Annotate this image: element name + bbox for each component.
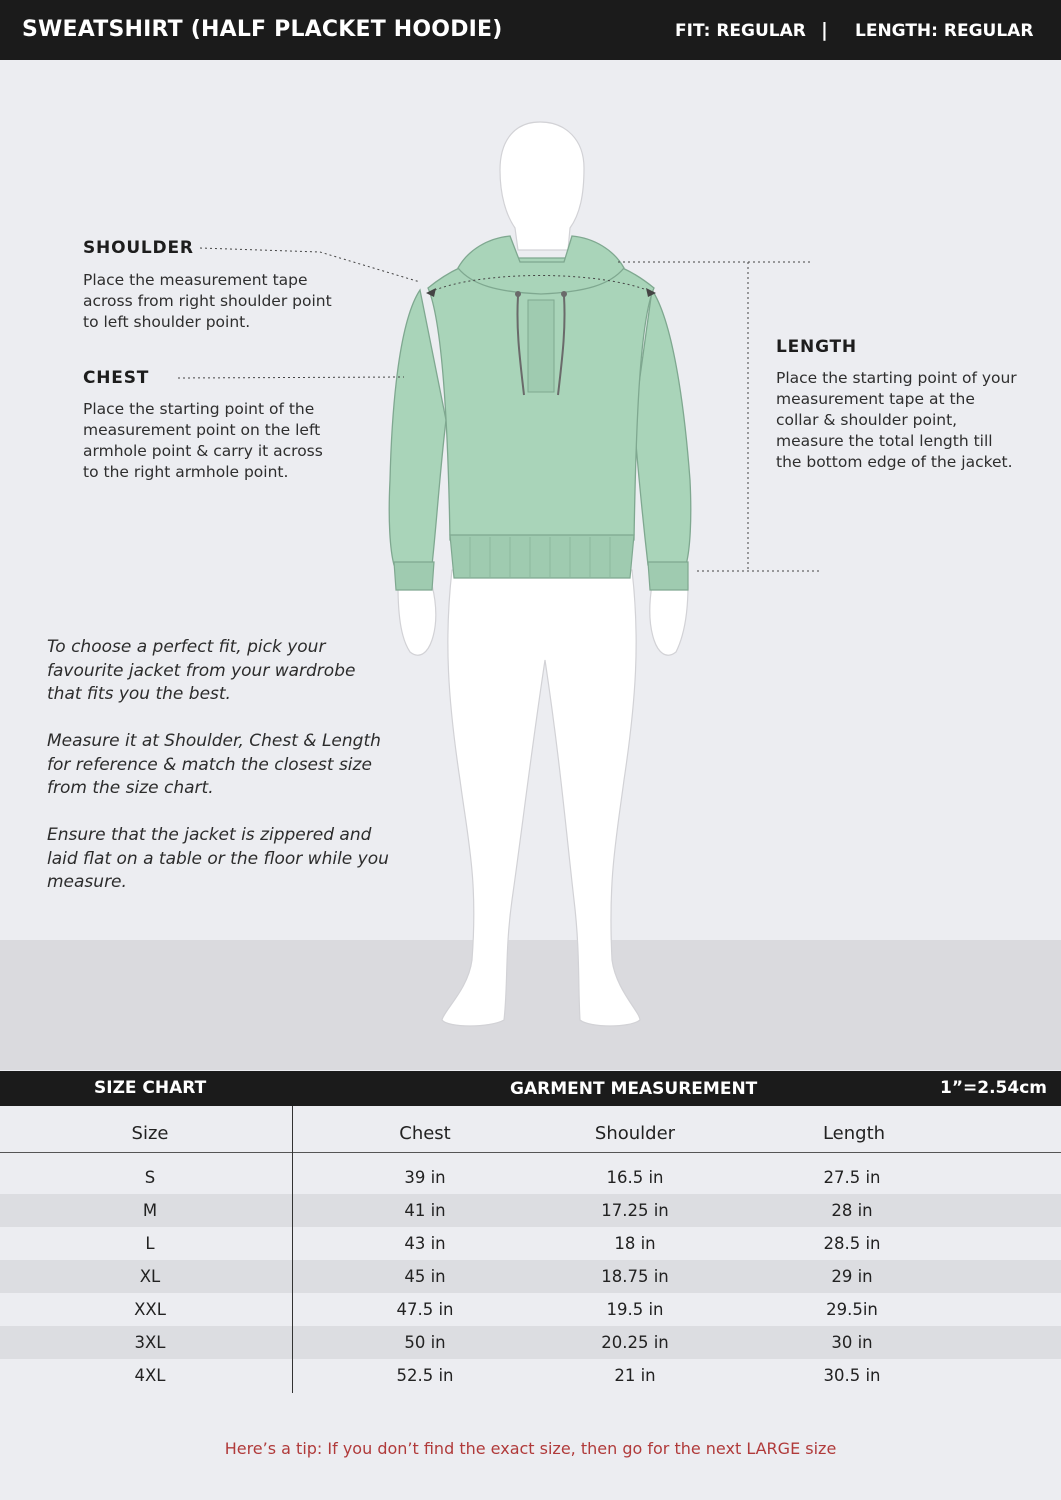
chest-cell: 45 in — [404, 1267, 446, 1286]
shoulder-cell: 19.5 in — [606, 1300, 664, 1319]
column-header-size: Size — [131, 1123, 169, 1144]
length-instructions — [776, 368, 1017, 473]
fit-tip-2 — [47, 730, 381, 801]
chest-cell: 50 in — [404, 1333, 446, 1352]
fit-tip-3-line-2: laid flat on a table or the floor while you — [47, 848, 389, 869]
size-cell: XXL — [134, 1300, 166, 1319]
fit-tip-3 — [47, 824, 389, 895]
table-row — [0, 1359, 1061, 1392]
table-row — [0, 1260, 1061, 1293]
fit-tip-1-line-1: To choose a perfect fit, pick your — [47, 637, 326, 657]
length-cell: 30.5 in — [823, 1366, 881, 1385]
table-row — [0, 1227, 1061, 1260]
length-cell: 29 in — [831, 1267, 873, 1286]
length-type-label: LENGTH: REGULAR — [855, 21, 1034, 41]
fit-label: FIT: REGULAR — [675, 21, 806, 41]
shoulder-cell: 18.75 in — [601, 1267, 669, 1286]
length-line-2: measurement tape at the — [776, 390, 975, 408]
fit-tip-1-line-2: favourite jacket from your wardrobe — [47, 660, 356, 681]
length-cell: 28.5 in — [823, 1234, 881, 1253]
length-cell: 27.5 in — [823, 1168, 881, 1187]
table-row — [0, 1326, 1061, 1359]
unit-conversion: 1”=2.54cm — [940, 1078, 1047, 1098]
length-line-4: measure the total length till — [776, 432, 993, 450]
size-cell: 3XL — [134, 1333, 166, 1352]
chest-instructions — [83, 399, 323, 483]
fit-tip-1-line-3: that fits you the best. — [47, 684, 231, 704]
size-column-divider — [292, 1106, 293, 1393]
header-separator: | — [821, 19, 828, 41]
chest-cell: 39 in — [404, 1168, 446, 1187]
length-cell: 29.5in — [826, 1300, 878, 1319]
length-cell: 28 in — [831, 1201, 873, 1220]
header-divider — [0, 1152, 1061, 1153]
shoulder-instructions — [83, 270, 332, 333]
size-tip: Here’s a tip: If you don’t find the exact size, then go for the next LARGE size — [224, 1439, 837, 1458]
shoulder-line-3: to left shoulder point. — [83, 313, 251, 331]
garment-measurement-title: GARMENT MEASUREMENT — [510, 1079, 758, 1099]
chest-line-3: armhole point & carry it across — [83, 442, 323, 460]
chest-cell: 43 in — [404, 1234, 446, 1253]
length-line-5: the bottom edge of the jacket. — [776, 453, 1013, 471]
size-chart-bar — [0, 1071, 1061, 1106]
chest-line-4: to the right armhole point. — [83, 463, 289, 481]
size-chart-title: SIZE CHART — [94, 1078, 207, 1098]
shoulder-line-2: across from right shoulder point — [83, 292, 332, 310]
shoulder-cell: 21 in — [614, 1366, 656, 1385]
shoulder-cell: 18 in — [614, 1234, 656, 1253]
chest-heading: CHEST — [83, 368, 150, 388]
size-cell: XL — [139, 1267, 161, 1286]
shoulder-line-1: Place the measurement tape — [83, 271, 308, 289]
fit-tip-2-line-3: from the size chart. — [47, 778, 214, 798]
size-cell: M — [142, 1201, 158, 1220]
shoulder-cell: 16.5 in — [606, 1168, 664, 1187]
shoulder-heading: SHOULDER — [83, 238, 194, 258]
column-header-shoulder: Shoulder — [594, 1123, 676, 1144]
length-cell: 30 in — [831, 1333, 873, 1352]
fit-tip-2-line-2: for reference & match the closest size — [47, 754, 372, 775]
chest-cell: 47.5 in — [396, 1300, 454, 1319]
chest-cell: 41 in — [404, 1201, 446, 1220]
length-line-3: collar & shoulder point, — [776, 411, 958, 429]
length-heading: LENGTH — [776, 337, 857, 357]
fit-tip-2-line-1: Measure it at Shoulder, Chest & Length — [47, 731, 381, 751]
fit-tip-3-line-1: Ensure that the jacket is zippered and — [47, 825, 372, 845]
length-line-1: Place the starting point of your — [776, 369, 1017, 387]
table-row — [0, 1293, 1061, 1326]
chest-line-2: measurement point on the left — [83, 421, 321, 439]
product-title: SWEATSHIRT (HALF PLACKET HOODIE) — [22, 17, 503, 42]
size-cell: S — [144, 1168, 156, 1187]
size-cell: 4XL — [134, 1366, 166, 1385]
size-cell: L — [145, 1234, 155, 1253]
fit-tip-1 — [47, 636, 355, 707]
table-row — [0, 1161, 1061, 1194]
column-header-chest: Chest — [399, 1123, 451, 1144]
shoulder-cell: 17.25 in — [601, 1201, 669, 1220]
table-row — [0, 1194, 1061, 1227]
fit-tip-3-line-3: measure. — [47, 872, 127, 892]
chest-cell: 52.5 in — [396, 1366, 454, 1385]
column-header-length: Length — [822, 1123, 886, 1144]
shoulder-cell: 20.25 in — [601, 1333, 669, 1352]
chest-line-1: Place the starting point of the — [83, 400, 315, 418]
